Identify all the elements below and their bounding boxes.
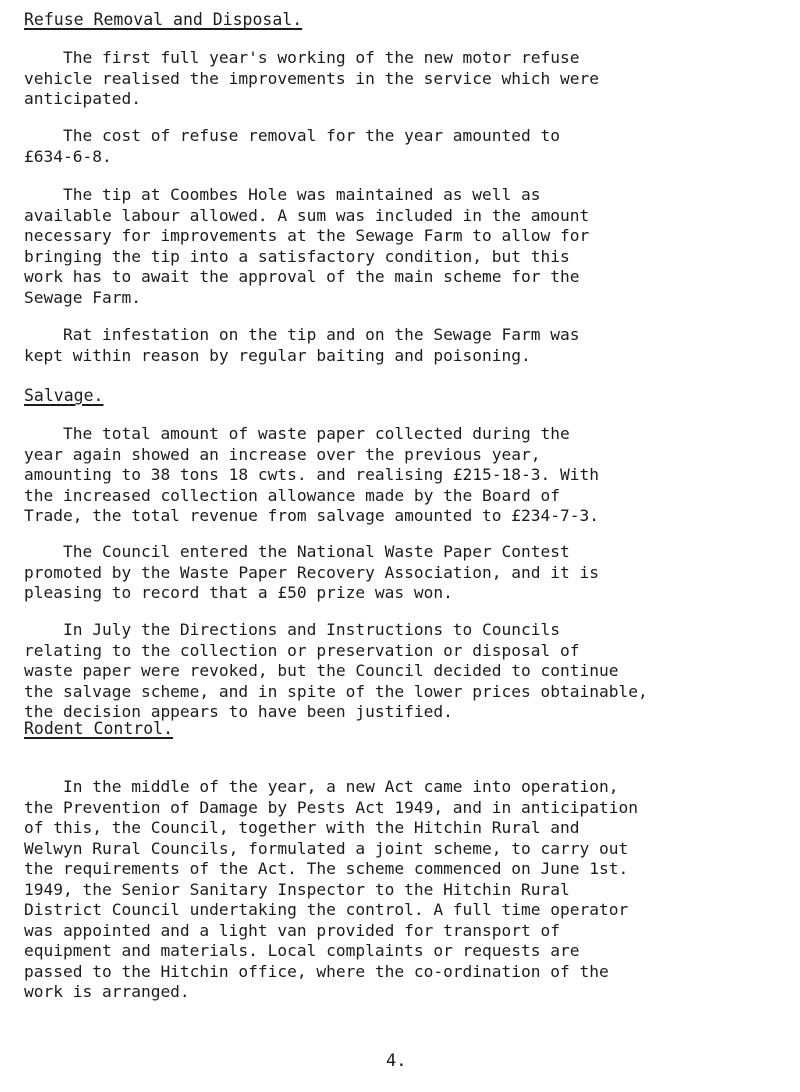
text-line: Rat infestation on the tip and on the Sewage Farm was [24,325,580,344]
text-line: the increased collection allowance made by the Board of [24,485,561,505]
text-line: Sewage Farm. [24,287,141,307]
salvage-heading: Salvage. [24,386,104,405]
text-line: District Council undertaking the control. A full time operator [24,900,629,919]
text-line: In the middle of the year, a new Act came into operation, [24,777,619,796]
text-line: kept within reason by regular baiting and poisoning. [24,345,531,365]
text-line: The tip at Coombes Hole was maintained as well as [24,185,541,204]
page-number: 4. [386,1051,407,1071]
text-line: anticipated. [24,89,141,108]
text-line: the salvage scheme, and in spite of the lower prices obtainable, [24,681,648,701]
salvage-paragraph-1 [24,424,599,527]
text-line: The total amount of waste paper collected during the [24,424,570,443]
text-line: bringing the tip into a satisfactory condition, but this [24,246,570,266]
text-line: the requirements of the Act. The scheme commenced on June 1st. [24,859,629,878]
text-line: of this, the Council, together with the Hitchin Rural and [24,818,580,837]
text-line: The first full year's working of the new motor refuse [24,48,580,67]
text-line: necessary for improvements at the Sewage Farm to allow for [24,226,590,245]
text-line: £634-6-8. [24,146,112,166]
salvage-paragraph-3 [24,620,648,723]
text-line: work is arranged. [24,982,190,1001]
text-line: The Council entered the National Waste Paper Contest [24,542,570,561]
text-line: the decision appears to have been justified. [24,702,453,721]
refuse-paragraph-1 [24,48,599,110]
text-line: equipment and materials. Local complaints or requests are [24,941,580,960]
text-line: In July the Directions and Instructions to Councils [24,620,561,639]
refuse-paragraph-4 [24,325,580,366]
text-line: Trade, the total revenue from salvage amounted to £234-7-3. [24,506,599,525]
text-line: amounting to 38 tons 18 cwts. and realising £215-18-3. With [24,465,599,484]
rodent-heading: Rodent Control. [24,719,174,738]
salvage-paragraph-2 [24,542,599,604]
text-line: passed to the Hitchin office, where the co-ordination of the [24,961,609,981]
refuse-paragraph-3 [24,185,589,308]
text-line: The cost of refuse removal for the year amounted to [24,126,561,145]
text-line: waste paper were revoked, but the Council decided to continue [24,661,619,680]
text-line: year again showed an increase over the previous year, [24,444,541,464]
text-line: available labour allowed. A sum was included in the amount [24,205,590,225]
text-line: the Prevention of Damage by Pests Act 1949, and in anticipation [24,797,638,817]
refuse-paragraph-2 [24,126,560,167]
text-line: promoted by the Waste Paper Recovery Association, and it is [24,562,599,582]
text-line: pleasing to record that a £50 prize was won. [24,583,453,602]
text-line: was appointed and a light van provided for transport of [24,920,561,940]
text-line: 1949, the Senior Sanitary Inspector to the Hitchin Rural [24,879,570,899]
text-line: relating to the collection or preservation or disposal of [24,640,580,660]
refuse-heading: Refuse Removal and Disposal. [24,10,303,29]
text-line: vehicle realised the improvements in the service which were [24,68,599,88]
rodent-paragraph-1 [24,777,638,1003]
text-line: work has to await the approval of the main scheme for the [24,267,580,286]
text-line: Welwyn Rural Councils, formulated a joint scheme, to carry out [24,838,629,858]
